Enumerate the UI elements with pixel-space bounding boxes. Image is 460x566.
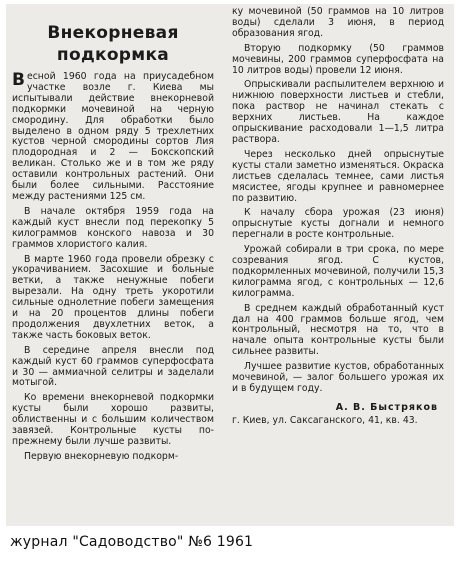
paragraph: ку мочевиной (50 граммов на 10 литров воды) сделали 3 июня, в период образования ягод. (232, 6, 444, 39)
author-name: А. В. Быстряков (335, 401, 438, 413)
title-line-1: Внекорневая (47, 23, 179, 43)
paragraph: Через несколько дней опрыснутые кусты стали заметно изменяться. Окраска листьев сделалась темнее, сами листья мясистее, ягоды крупнее и равномернее по развитию. (232, 148, 444, 204)
paragraph: Урожай собирали в три срока, по мере созревания ягод. С кустов, подкормленных мочевиной, получили 15,3 килограмма ягод, с контрольных — 12,6 килограмма. (232, 244, 444, 299)
right-column (232, 4, 444, 427)
paragraph: Ко времени внекорневой подкормки кусты были хорошо развиты, облиственны и с большим количеством завязей. Контрольные кусты по-прежнему были лучше развиты. (12, 392, 214, 447)
title-line-2: подкормка (56, 45, 170, 65)
paragraph: Опрыскивали распылителем верхнюю и нижнюю поверхности листьев и стебли, пока раствор не начинал стекать с верхних листьев. На каждое опрыскивание расходовали 1—1,5 литра раствора. (232, 79, 444, 145)
source-caption: журнал "Садоводство" №6 1961 (10, 534, 254, 550)
drop-cap: В (12, 70, 25, 90)
paragraph (12, 72, 214, 203)
paragraph-text: есной 1960 года на приусадебном участке возле г. Киева мы испытывали действие внекорневой подкормки мочевиной на черную смородину. Для обработки было выделено в одном ряду 5 трехлетних кустов черной смородины сортов Лия плодородная и 2 — Бокскопский великан. Столько же и в том же ряду оставили контрольных растений. Они были более сильными. Расстояние между растениями 125 см. (12, 71, 214, 202)
paragraph: К началу сбора урожая (23 июня) опрыснутые кусты догнали и немного перегнали в росте контрольные. (232, 207, 444, 241)
article-title (12, 22, 214, 66)
newspaper-clipping (6, 4, 454, 526)
paragraph: В марте 1960 года провели обрезку с укорачиванием. Засохшие и больные ветки, а также ненужные побеги вырезали. На одну треть укоротили сильные однолетние побеги замещения и на 20 процентов длины побеги продолжения двухлетних веток, а также часть боковых веток. (12, 253, 214, 341)
paragraph: Первую внекорневую подкорм- (24, 450, 179, 462)
paragraph: В среднем каждый обработанный куст дал на 400 граммов больше ягод, чем контрольный, несмотря на то, что в начале опыта контрольные кусты были сильнее развиты. (232, 302, 444, 358)
paragraph: Вторую подкормку (50 граммов мочевины, 200 граммов суперфосфата на 10 литров воды) провели 12 июня. (232, 42, 444, 76)
paragraph: В начале октября 1959 года на каждый куст внесли под перекопку 5 килограммов конского навоза и 30 граммов хлористого калия. (12, 205, 214, 250)
paragraph: В середине апреля внесли под каждый куст 60 граммов суперфосфата и 30 — аммиачной селитры и заделали мотыгой. (12, 344, 214, 389)
paragraph: Лучшее развитие кустов, обработанных мочевиной, — залог большего урожая их и в будущем году. (232, 361, 444, 394)
left-column (12, 4, 214, 467)
author-address: г. Киев, ул. Саксаганского, 41, кв. 43. (232, 414, 418, 426)
